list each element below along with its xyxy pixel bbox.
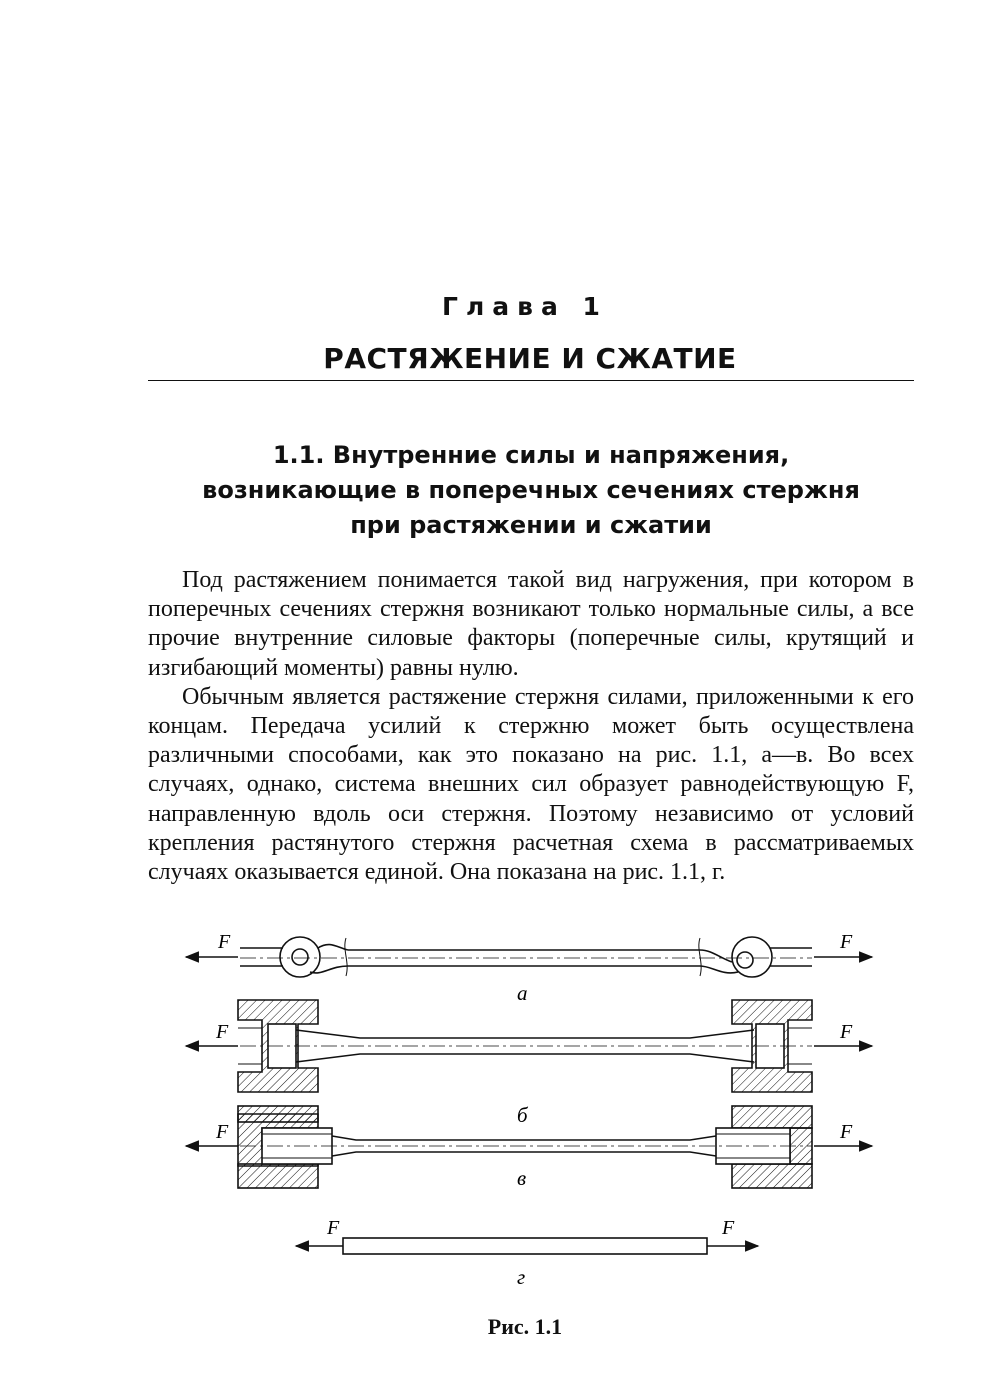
force-label-a-right: F [840,931,853,953]
subfigure-label-b: б [517,1103,528,1127]
force-label-a-left: F [218,931,231,953]
subfigure-g-drawing [296,1238,758,1254]
title-rule [148,380,914,381]
chapter-title: РАСТЯЖЕНИЕ И СЖАТИЕ [323,342,737,375]
subfigure-label-v: в [517,1166,527,1190]
subfigure-v-drawing [186,1106,872,1188]
section-title [148,438,914,543]
body-text [148,566,914,887]
section-title-line-2: возникающие в поперечных сечениях стержня [202,476,860,504]
force-label-g-right: F [722,1217,735,1239]
subfigure-b-drawing [186,1000,872,1092]
figure-caption: Рис. 1.1 [487,1314,563,1339]
force-label-b-right: F [840,1021,853,1043]
subfigure-label-a: а [517,981,528,1005]
force-label-v-left: F [216,1121,229,1143]
force-label-b-left: F [216,1021,229,1043]
subfigure-label-g: г [517,1265,526,1289]
section-title-line-3: при растяжении и сжатии [350,511,712,539]
paragraph-2: Обычным является растяжение стержня силами, приложенными к его концам. Передача усилий к стержню может быть осуществлена различными способами, как это показано на рис. 1.1, а—в. Во всех случаях, однако, система внешних сил образует равнодействующую F, направленную вдоль оси стержня. Поэтому независимо от условий крепления растянутого стержня расчетная схема в рассматриваемых случаях оказывается единой. Она показана на рис. 1.1, г. [148,683,914,886]
paragraph-1: Под растяжением понимается такой вид нагружения, при котором в поперечных сечениях стержня возникают только нормальные силы, а все прочие внутренние силовые факторы (поперечные силы, крутящий и изгибающий моменты) равны нулю. [148,567,914,681]
figure-1-1 [0,900,1000,1300]
section-title-line-1: 1.1. Внутренние силы и напряжения, [272,441,790,469]
force-label-g-left: F [327,1217,340,1239]
subfigure-a-drawing [186,937,872,977]
force-label-v-right: F [840,1121,853,1143]
chapter-label: Глава 1 [442,292,608,321]
